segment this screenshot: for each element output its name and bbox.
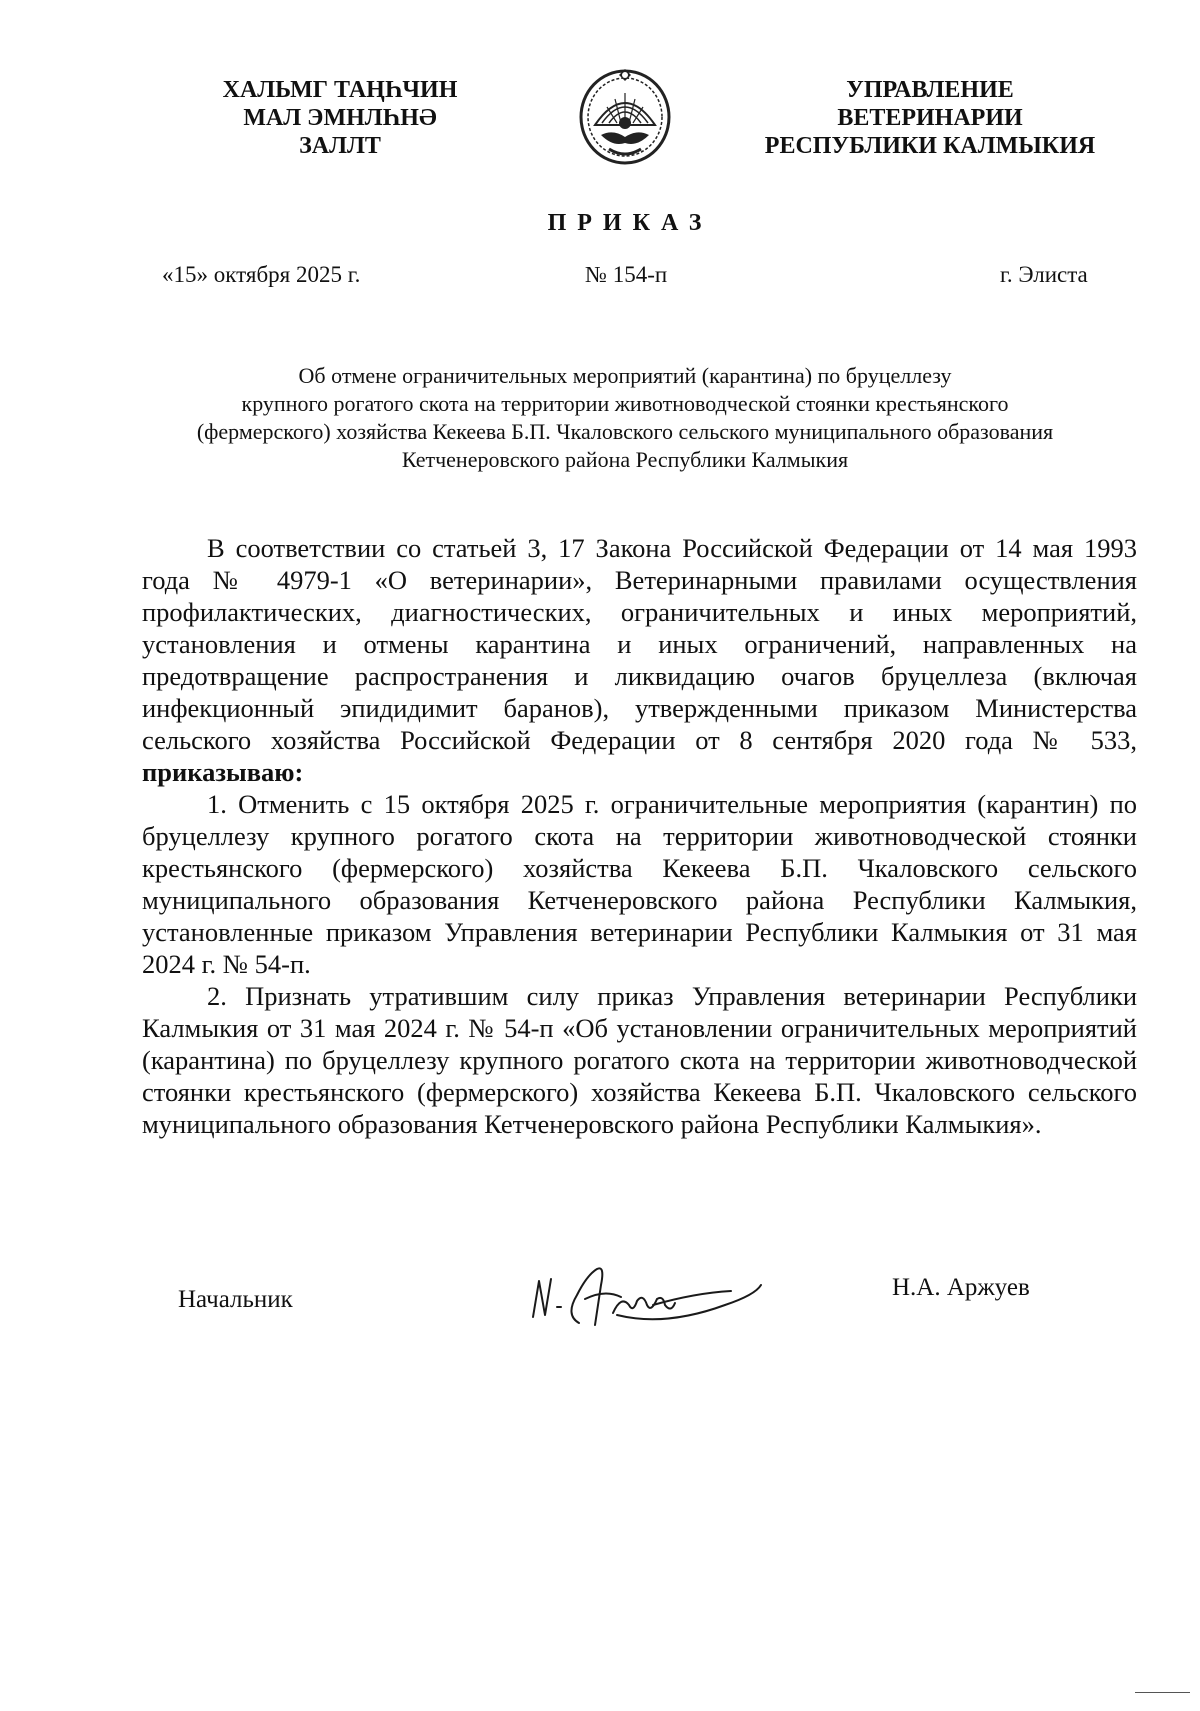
- body-preamble-directive: приказываю:: [142, 757, 304, 787]
- order-number: № 154-п: [585, 262, 668, 287]
- org-name-russian-line-3: РЕСПУБЛИКИ КАЛМЫКИЯ: [764, 133, 1096, 159]
- document-type-title: ПРИКАЗ: [547, 210, 713, 236]
- body-preamble: [142, 532, 1137, 788]
- order-subject-line-3: (фермерского) хозяйства Кекеева Б.П. Чкаловского сельского муниципального образования: [196, 419, 1054, 444]
- order-date: «15» октября 2025 г.: [162, 262, 361, 287]
- body-preamble-text: В соответствии со статьей 3, 17 Закона Российской Федерации от 14 мая 1993 года № 4979-1 «О ветеринарии», Ветеринарными правилами осуществления профилактических, диагностических, ограничительных и иных мероприятий, установления и отмены карантина и иных ограничений, направленных на предотвращение распространения и ликвидацию очагов бруцеллеза (включая инфекционный эпидидимит баранов), утвержденными приказом Министерства сельского хозяйства Российской Федерации от 8 сентября 2020 года № 533,: [142, 533, 1137, 755]
- kalmykia-coat-of-arms-icon: [575, 63, 675, 168]
- order-body: [142, 532, 1137, 1140]
- footer-divider: [1135, 1692, 1190, 1693]
- signatory-name: Н.А. Аржуев: [892, 1274, 1030, 1301]
- handwritten-signature: [525, 1255, 765, 1335]
- order-subject-line-4: Кетченеровского района Республики Калмыкия: [401, 447, 849, 472]
- org-name-russian-line-1: УПРАВЛЕНИЕ: [846, 77, 1014, 103]
- body-item-1: 1. Отменить с 15 октября 2025 г. ограничительные мероприятия (карантин) по бруцеллезу крупного рогатого скота на территории животноводческой стоянки крестьянского (фермерского) хозяйства Кекеева Б.П. Чкаловского сельского муниципального образования Кетченеровского района Республики Калмыкия, установленные приказом Управления ветеринарии Республики Калмыкия от 31 мая 2024 г. № 54-п.: [142, 789, 1137, 979]
- order-city: г. Элиста: [1000, 262, 1088, 287]
- org-name-kalmyk: [170, 76, 510, 160]
- order-subject-line-2: крупного рогатого скота на территории животноводческой стоянки крестьянского: [241, 391, 1009, 416]
- order-subject-line-1: Об отмене ограничительных мероприятий (карантина) по бруцеллезу: [298, 363, 952, 388]
- org-name-kalmyk-line-1: ХАЛЬМГ ТАҢҺЧИН: [222, 77, 458, 103]
- org-name-kalmyk-line-3: ЗАЛЛТ: [299, 133, 381, 159]
- org-name-russian: [740, 76, 1120, 160]
- org-name-kalmyk-line-2: МАЛ ЭМНЛҺНӘ: [243, 105, 437, 131]
- signatory-title: Начальник: [178, 1286, 293, 1313]
- org-name-russian-line-2: ВЕТЕРИНАРИИ: [837, 105, 1023, 131]
- order-subject: [120, 362, 1130, 474]
- body-item-2: 2. Признать утратившим силу приказ Управления ветеринарии Республики Калмыкия от 31 мая 2024 г. № 54-п «Об установлении ограничительных мероприятий (карантина) по бруцеллезу крупного рогатого скота на территории животноводческой стоянки крестьянского (фермерского) хозяйства Кекеева Б.П. Чкаловского сельского муниципального образования Кетченеровского района Республики Калмыкия».: [142, 981, 1137, 1139]
